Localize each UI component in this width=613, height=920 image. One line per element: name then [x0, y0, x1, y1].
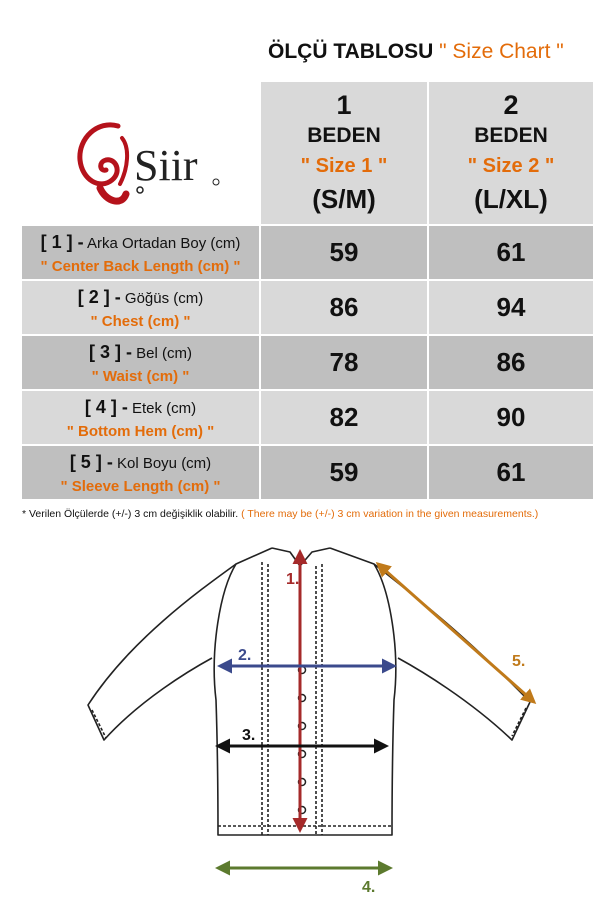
column-number: 1	[336, 90, 352, 120]
table-cell-value: 86	[261, 281, 427, 334]
cardigan-diagram	[0, 530, 613, 920]
column-code: (S/M)	[312, 184, 376, 214]
note-tr: * Verilen Ölçülerde (+/-) 3 cm değişiklik olabilir.	[22, 508, 239, 520]
row-label-en: " Waist (cm) "	[91, 367, 190, 385]
table-cell-value: 78	[261, 336, 427, 389]
page-title	[268, 40, 564, 64]
table-row-label	[22, 391, 259, 444]
column-code: (L/XL)	[474, 184, 548, 214]
column-header-size-2	[429, 82, 593, 224]
table-cell-value: 94	[429, 281, 593, 334]
sleeve-arrow	[378, 564, 534, 702]
row-label-en: " Chest (cm) "	[90, 312, 191, 330]
row-label-en: " Sleeve Length (cm) "	[60, 477, 221, 495]
row-label-tr: Kol Boyu (cm)	[116, 454, 212, 472]
column-number: 2	[503, 90, 519, 120]
column-size: " Size 1 "	[300, 155, 388, 177]
waist-marker-label: 3.	[242, 727, 256, 744]
garment-outline	[88, 548, 530, 835]
column-label: BEDEN	[307, 124, 381, 147]
row-label-tr: Göğüs (cm)	[124, 289, 204, 307]
title-tr: ÖLÇÜ TABLOSU	[268, 40, 434, 63]
row-index: [ 3 ] -	[88, 341, 132, 362]
table-row-label	[22, 446, 259, 499]
column-label: BEDEN	[474, 124, 548, 147]
hem-marker-label: 4.	[362, 879, 376, 896]
table-row-label	[22, 281, 259, 334]
title-en: " Size Chart "	[439, 40, 564, 63]
row-label-tr: Etek (cm)	[132, 399, 197, 417]
table-cell-value: 61	[429, 446, 593, 499]
table-row-label	[22, 336, 259, 389]
chest-marker-label: 2.	[238, 647, 252, 664]
table-cell-value: 61	[429, 226, 593, 279]
row-index: [ 1 ] -	[40, 231, 84, 252]
brand-logo	[70, 118, 230, 213]
variation-note	[22, 508, 538, 520]
row-index: [ 4 ] -	[84, 396, 128, 417]
note-en: ( There may be (+/-) 3 cm variation in the given measurements.)	[241, 508, 539, 520]
column-header-size-1	[261, 82, 427, 224]
row-label-en: " Bottom Hem (cm) "	[66, 422, 215, 440]
brand-name: Siir	[134, 141, 198, 190]
row-index: [ 5 ] -	[69, 451, 113, 472]
sleeve-marker-label: 5.	[512, 653, 526, 670]
row-label-tr: Bel (cm)	[136, 344, 192, 362]
table-row-label	[22, 226, 259, 279]
table-cell-value: 59	[261, 446, 427, 499]
column-size: " Size 2 "	[467, 155, 555, 177]
table-cell-value: 59	[261, 226, 427, 279]
length-marker-label: 1.	[286, 571, 300, 588]
row-label-tr: Arka Ortadan Boy (cm)	[86, 234, 241, 252]
row-label-en: " Center Back Length (cm) "	[40, 257, 241, 275]
table-cell-value: 86	[429, 336, 593, 389]
table-cell-value: 82	[261, 391, 427, 444]
table-cell-value: 90	[429, 391, 593, 444]
row-index: [ 2 ] -	[77, 286, 121, 307]
